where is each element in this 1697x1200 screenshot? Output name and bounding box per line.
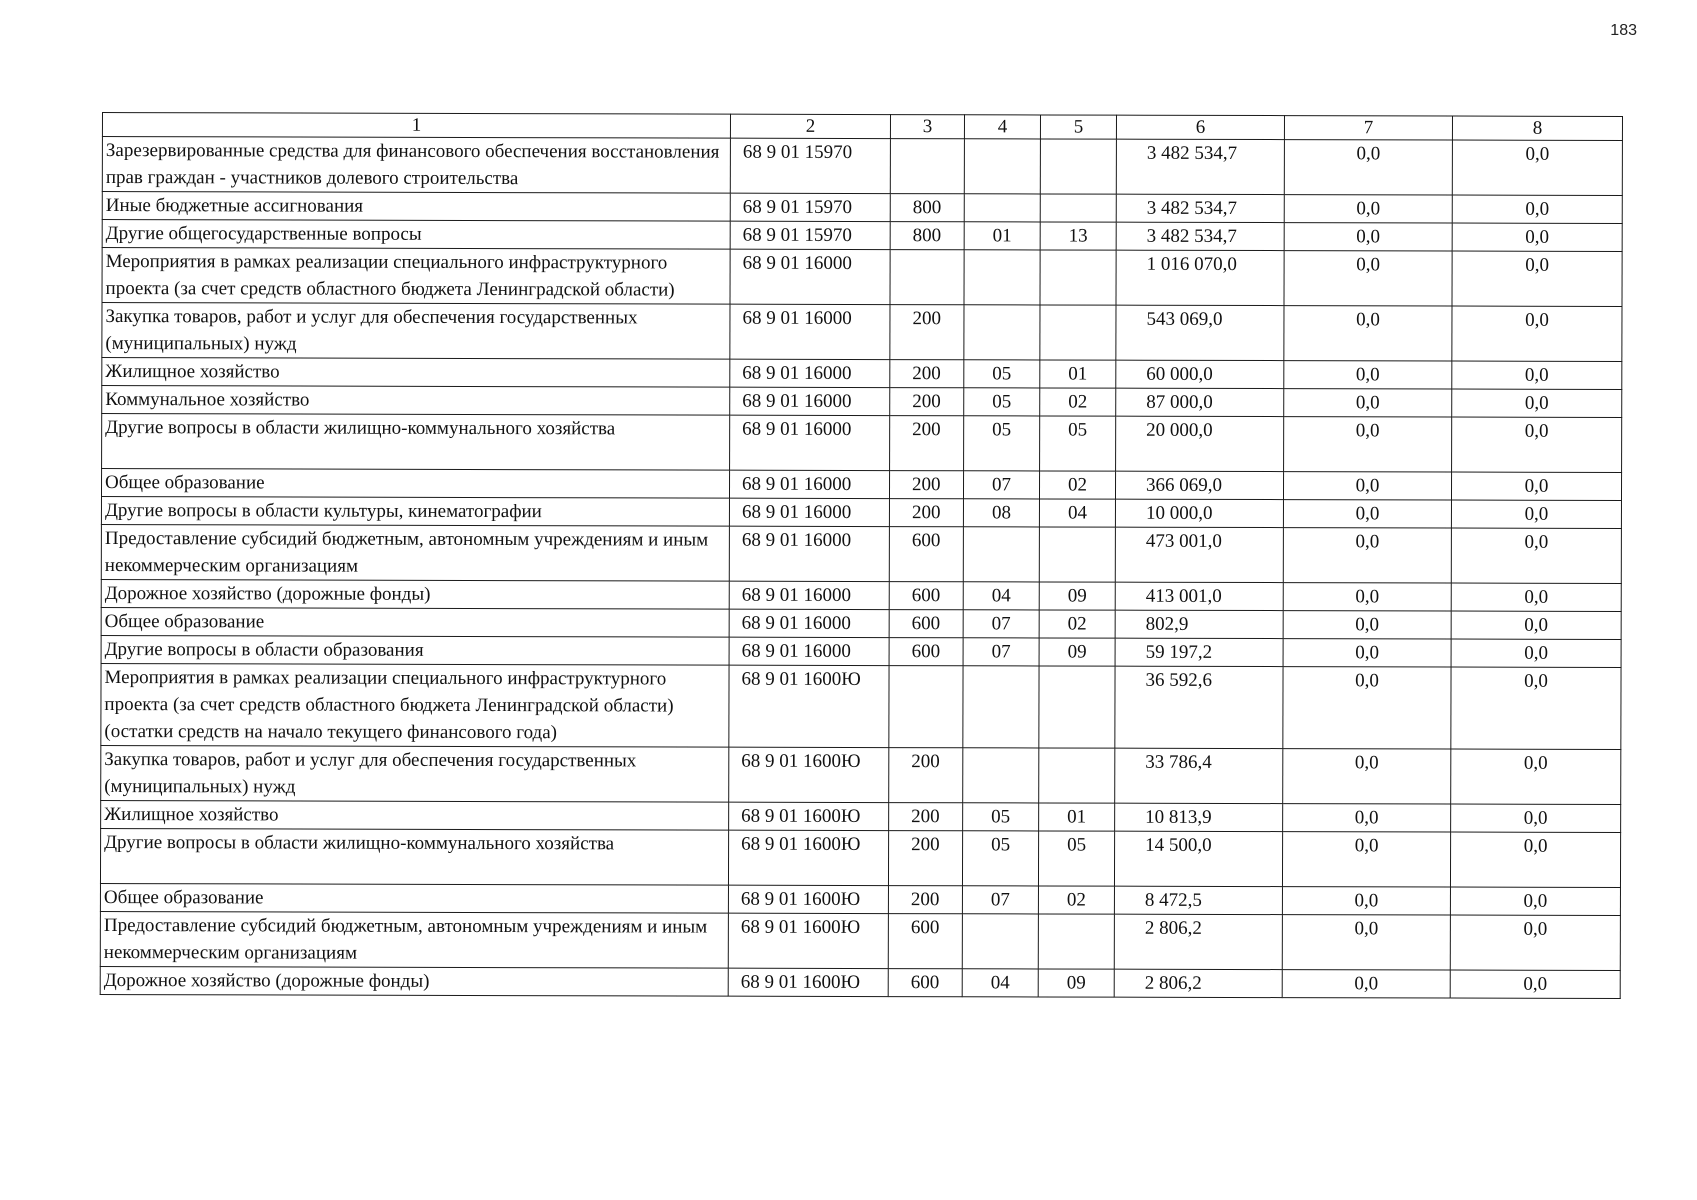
row-subsection <box>1040 139 1116 194</box>
row-expense-type: 600 <box>889 527 963 582</box>
table-row <box>101 579 1621 611</box>
table-row <box>100 828 1620 887</box>
row-expense-type: 200 <box>889 499 963 527</box>
row-amount: 59 197,2 <box>1115 638 1283 666</box>
row-subsection: 02 <box>1039 610 1115 638</box>
row-amount: 60 000,0 <box>1116 360 1284 388</box>
row-subsection: 01 <box>1039 803 1115 831</box>
row-code: 68 9 01 16000 <box>729 498 889 526</box>
row-value-7: 0,0 <box>1283 472 1451 500</box>
row-name: Предоставление субсидий бюджетным, автономным учреждениям и иным некоммерческим организациям <box>101 524 729 581</box>
row-value-8: 0,0 <box>1452 223 1622 251</box>
column-header: 8 <box>1452 116 1622 140</box>
row-name: Дорожное хозяйство (дорожные фонды) <box>101 579 729 609</box>
row-value-8: 0,0 <box>1452 251 1622 306</box>
row-amount: 10 000,0 <box>1115 499 1283 527</box>
row-amount: 87 000,0 <box>1116 388 1284 416</box>
row-section: 05 <box>963 803 1039 831</box>
row-subsection <box>1038 914 1114 969</box>
table-row <box>100 966 1620 998</box>
row-code: 68 9 01 16000 <box>729 526 889 581</box>
row-name: Другие общегосударственные вопросы <box>102 220 730 250</box>
row-value-7: 0,0 <box>1284 195 1452 223</box>
table-row <box>101 663 1621 749</box>
row-value-7: 0,0 <box>1284 417 1452 472</box>
table-row <box>102 358 1622 390</box>
column-header: 6 <box>1116 115 1284 139</box>
row-name: Другие вопросы в области образования <box>101 635 729 665</box>
row-code: 68 9 01 1600Ю <box>729 665 889 747</box>
row-value-8: 0,0 <box>1451 528 1621 583</box>
table-row <box>102 414 1622 473</box>
row-expense-type: 200 <box>889 748 963 803</box>
row-subsection <box>1040 194 1116 222</box>
row-expense-type: 800 <box>890 222 964 250</box>
row-expense-type: 200 <box>888 831 962 886</box>
row-name: Коммунальное хозяйство <box>102 386 730 416</box>
row-name: Дорожное хозяйство (дорожные фонды) <box>100 966 728 996</box>
row-name: Другие вопросы в области жилищно-коммунального хозяйства <box>100 828 728 885</box>
row-subsection: 01 <box>1040 360 1116 388</box>
row-value-7: 0,0 <box>1282 832 1450 887</box>
row-section <box>964 194 1040 222</box>
row-subsection <box>1040 250 1116 305</box>
row-value-8: 0,0 <box>1450 832 1620 887</box>
row-value-8: 0,0 <box>1451 472 1621 500</box>
table-row <box>101 469 1621 501</box>
row-amount: 2 806,2 <box>1114 914 1282 969</box>
page-number: 183 <box>1610 22 1637 39</box>
row-amount: 413 001,0 <box>1115 582 1283 610</box>
row-expense-type: 200 <box>890 360 964 388</box>
table-row <box>101 635 1621 667</box>
row-expense-type: 200 <box>890 388 964 416</box>
row-value-7: 0,0 <box>1283 611 1451 639</box>
row-value-7: 0,0 <box>1283 500 1451 528</box>
row-code: 68 9 01 16000 <box>730 387 890 415</box>
row-expense-type <box>889 666 963 748</box>
row-section <box>964 250 1040 305</box>
row-value-7: 0,0 <box>1283 804 1451 832</box>
row-name: Закупка товаров, работ и услуг для обеспечения государственных (муниципальных) нужд <box>102 303 730 360</box>
row-section: 04 <box>962 969 1038 997</box>
row-subsection: 02 <box>1039 471 1115 499</box>
row-value-8: 0,0 <box>1451 749 1621 804</box>
row-value-8: 0,0 <box>1450 887 1620 915</box>
row-amount: 473 001,0 <box>1115 527 1283 582</box>
table-row <box>101 607 1621 639</box>
row-code: 68 9 01 1600Ю <box>729 802 889 830</box>
row-section <box>963 527 1039 582</box>
row-section: 04 <box>963 582 1039 610</box>
row-name: Общее образование <box>100 883 728 913</box>
row-name: Зарезервированные средства для финансового обеспечения восстановления прав граждан - участников долевого строительства <box>102 137 730 194</box>
row-section <box>962 914 1038 969</box>
row-code: 68 9 01 1600Ю <box>728 885 888 913</box>
row-subsection <box>1039 666 1115 748</box>
row-section: 07 <box>962 886 1038 914</box>
table-row <box>102 192 1622 224</box>
row-subsection <box>1039 748 1115 803</box>
row-value-8: 0,0 <box>1451 500 1621 528</box>
row-value-8: 0,0 <box>1452 417 1622 472</box>
row-subsection: 09 <box>1039 638 1115 666</box>
row-value-7: 0,0 <box>1284 306 1452 361</box>
row-value-7: 0,0 <box>1284 223 1452 251</box>
row-name: Иные бюджетные ассигнования <box>102 192 730 222</box>
row-code: 68 9 01 15970 <box>730 193 890 221</box>
row-value-8: 0,0 <box>1450 970 1620 998</box>
row-value-8: 0,0 <box>1451 583 1621 611</box>
column-header: 5 <box>1040 115 1116 139</box>
row-subsection <box>1039 527 1115 582</box>
row-subsection: 13 <box>1040 222 1116 250</box>
table-row <box>100 883 1620 915</box>
row-section <box>963 748 1039 803</box>
row-code: 68 9 01 16000 <box>729 637 889 665</box>
row-section <box>964 305 1040 360</box>
row-amount: 543 069,0 <box>1116 305 1284 360</box>
row-section <box>964 139 1040 194</box>
row-subsection <box>1040 305 1116 360</box>
column-header: 1 <box>102 113 730 139</box>
row-amount: 3 482 534,7 <box>1116 222 1284 250</box>
row-subsection: 09 <box>1038 969 1114 997</box>
row-value-7: 0,0 <box>1282 915 1450 970</box>
row-name: Жилищное хозяйство <box>102 358 730 388</box>
row-value-8: 0,0 <box>1451 639 1621 667</box>
row-value-7: 0,0 <box>1283 749 1451 804</box>
row-value-8: 0,0 <box>1452 389 1622 417</box>
table-row <box>101 524 1621 583</box>
table-row <box>102 386 1622 418</box>
row-amount: 36 592,6 <box>1115 666 1283 748</box>
column-header: 7 <box>1284 116 1452 140</box>
column-header: 4 <box>964 115 1040 139</box>
row-name: Другие вопросы в области жилищно-коммунального хозяйства <box>102 414 730 471</box>
table-row <box>102 137 1622 196</box>
budget-table <box>100 112 1623 999</box>
row-amount: 20 000,0 <box>1116 416 1284 471</box>
row-amount: 802,9 <box>1115 610 1283 638</box>
row-expense-type: 800 <box>890 194 964 222</box>
row-code: 68 9 01 16000 <box>729 581 889 609</box>
row-section: 05 <box>964 360 1040 388</box>
row-amount: 366 069,0 <box>1115 471 1283 499</box>
row-amount: 2 806,2 <box>1114 969 1282 997</box>
row-amount: 1 016 070,0 <box>1116 250 1284 305</box>
row-expense-type: 600 <box>889 638 963 666</box>
row-value-8: 0,0 <box>1451 667 1621 749</box>
row-code: 68 9 01 1600Ю <box>729 747 889 802</box>
row-amount: 8 472,5 <box>1114 886 1282 914</box>
row-section <box>963 666 1039 748</box>
row-section: 08 <box>963 499 1039 527</box>
row-value-8: 0,0 <box>1452 140 1622 195</box>
row-code: 68 9 01 1600Ю <box>728 968 888 996</box>
row-subsection: 02 <box>1040 388 1116 416</box>
table-row <box>100 911 1620 970</box>
row-amount: 3 482 534,7 <box>1116 139 1284 194</box>
row-name: Закупка товаров, работ и услуг для обеспечения государственных (муниципальных) нужд <box>101 745 729 802</box>
row-value-7: 0,0 <box>1284 251 1452 306</box>
row-expense-type: 200 <box>889 803 963 831</box>
row-section: 05 <box>964 416 1040 471</box>
table-row <box>101 800 1621 832</box>
row-expense-type <box>890 250 964 305</box>
row-code: 68 9 01 16000 <box>730 304 890 359</box>
row-name: Другие вопросы в области культуры, кинематографии <box>101 497 729 527</box>
row-code: 68 9 01 16000 <box>730 415 890 470</box>
row-expense-type: 600 <box>888 969 962 997</box>
row-expense-type: 600 <box>888 914 962 969</box>
row-section: 07 <box>963 638 1039 666</box>
row-amount: 10 813,9 <box>1115 803 1283 831</box>
row-name: Жилищное хозяйство <box>101 800 729 830</box>
row-subsection: 02 <box>1038 886 1114 914</box>
row-value-7: 0,0 <box>1283 667 1451 749</box>
row-subsection: 09 <box>1039 582 1115 610</box>
row-expense-type: 200 <box>889 471 963 499</box>
row-code: 68 9 01 16000 <box>729 609 889 637</box>
row-value-7: 0,0 <box>1283 583 1451 611</box>
table-row <box>102 248 1622 307</box>
row-code: 68 9 01 1600Ю <box>728 830 888 885</box>
row-amount: 3 482 534,7 <box>1116 194 1284 222</box>
row-name: Общее образование <box>101 607 729 637</box>
row-expense-type: 200 <box>890 305 964 360</box>
row-value-8: 0,0 <box>1452 195 1622 223</box>
row-value-7: 0,0 <box>1284 140 1452 195</box>
row-name: Мероприятия в рамках реализации специального инфраструктурного проекта (за счет средств областного бюджета Ленинградской области) <box>102 248 730 305</box>
table-row <box>101 497 1621 529</box>
row-value-7: 0,0 <box>1283 639 1451 667</box>
row-subsection: 05 <box>1040 416 1116 471</box>
row-value-8: 0,0 <box>1451 804 1621 832</box>
row-value-8: 0,0 <box>1452 306 1622 361</box>
row-expense-type: 600 <box>889 582 963 610</box>
row-amount: 33 786,4 <box>1115 748 1283 803</box>
row-code: 68 9 01 16000 <box>729 470 889 498</box>
row-section: 01 <box>964 222 1040 250</box>
row-section: 07 <box>963 471 1039 499</box>
row-subsection: 04 <box>1039 499 1115 527</box>
column-header: 2 <box>730 114 890 138</box>
row-value-7: 0,0 <box>1284 361 1452 389</box>
row-value-7: 0,0 <box>1284 389 1452 417</box>
row-code: 68 9 01 15970 <box>730 138 890 193</box>
table-row <box>102 303 1622 362</box>
row-expense-type <box>890 139 964 194</box>
row-code: 68 9 01 15970 <box>730 221 890 249</box>
row-expense-type: 600 <box>889 610 963 638</box>
row-section: 05 <box>964 388 1040 416</box>
row-section: 07 <box>963 610 1039 638</box>
row-value-8: 0,0 <box>1451 611 1621 639</box>
row-value-8: 0,0 <box>1452 361 1622 389</box>
column-header: 3 <box>890 115 964 139</box>
row-value-7: 0,0 <box>1283 528 1451 583</box>
row-value-7: 0,0 <box>1282 887 1450 915</box>
row-amount: 14 500,0 <box>1114 831 1282 886</box>
row-expense-type: 200 <box>890 416 964 471</box>
row-value-7: 0,0 <box>1282 970 1450 998</box>
table-row <box>102 220 1622 252</box>
row-name: Мероприятия в рамках реализации специального инфраструктурного проекта (за счет средств областного бюджета Ленинградской области) (остатки средств на начало текущего финансового года) <box>101 663 729 747</box>
row-section: 05 <box>962 831 1038 886</box>
row-name: Общее образование <box>101 469 729 499</box>
row-expense-type: 200 <box>888 886 962 914</box>
row-code: 68 9 01 16000 <box>730 249 890 304</box>
row-code: 68 9 01 16000 <box>730 359 890 387</box>
row-value-8: 0,0 <box>1450 915 1620 970</box>
row-name: Предоставление субсидий бюджетным, автономным учреждениям и иным некоммерческим организациям <box>100 911 728 968</box>
row-code: 68 9 01 1600Ю <box>728 913 888 968</box>
row-subsection: 05 <box>1038 831 1114 886</box>
table-row <box>101 745 1621 804</box>
